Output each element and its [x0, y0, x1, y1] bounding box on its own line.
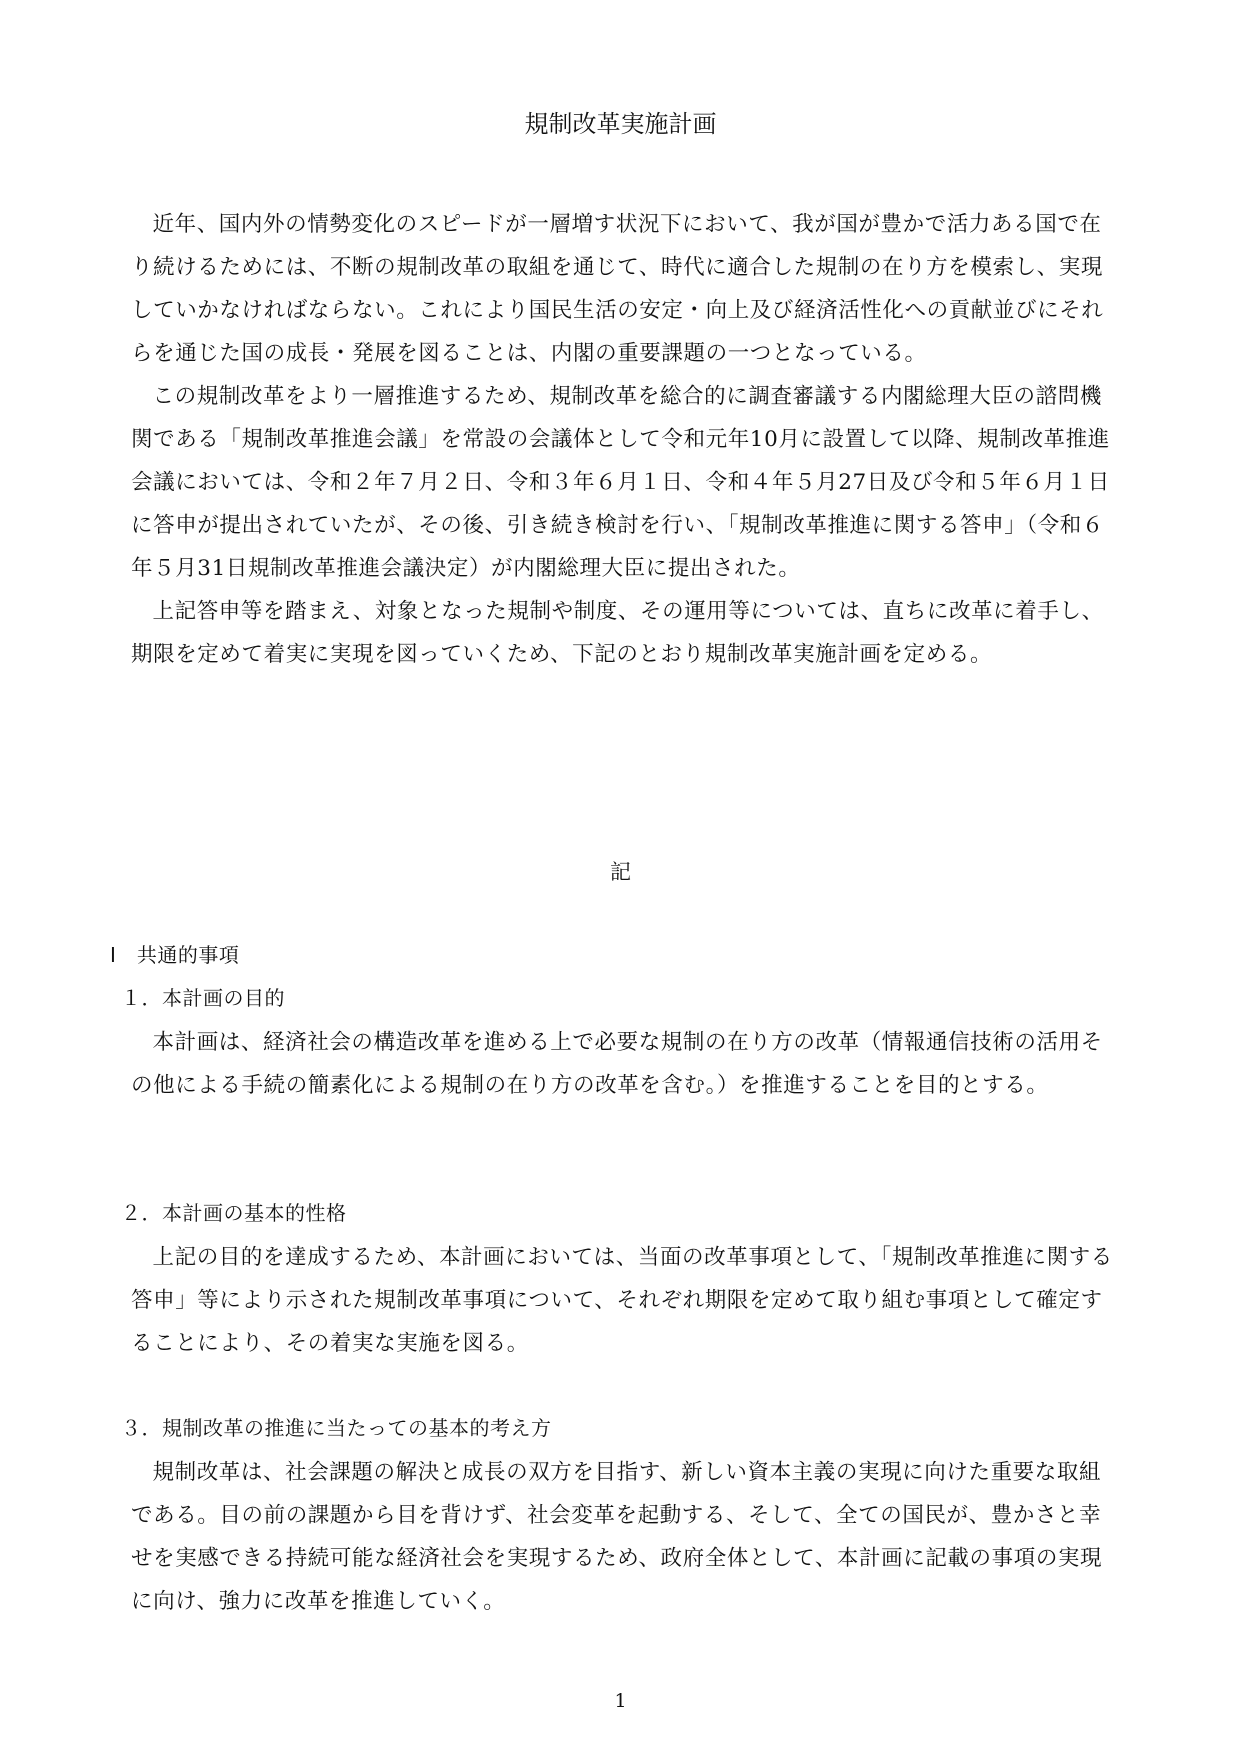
ki-marker: 記: [610, 860, 631, 884]
section-paragraph: 本計画は、経済社会の構造改革を進める上で必要な規制の在り方の改革（情報通信技術の活用その他による手続の簡素化による規制の在り方の改革を含む。）を推進することを目的とする。: [131, 1030, 1103, 1098]
part-heading: Ⅰ 共通的事項: [110, 943, 240, 967]
document-title: 規制改革実施計画: [524, 110, 717, 138]
intro-text: [131, 203, 1121, 676]
intro-paragraph: 上記答申等を踏まえ、対象となった規制や制度、その運用等については、直ちに改革に着手し、期限を定めて着実に実現を図っていくため、下記のとおり規制改革実施計画を定める。: [131, 599, 1104, 667]
intro-paragraph: 近年、国内外の情勢変化のスピードが一層増す状況下において、我が国が豊かで活力ある国で在り続けるためには、不断の規制改革の取組を通じて、時代に適合した規制の在り方を模索し、実現していかなければならない。これにより国民生活の安定・向上及び経済活性化への貢献並びにそれらを通じた国の成長・発展を図ることは、内閣の重要課題の一つとなっている。: [131, 212, 1104, 366]
section-body: [131, 1451, 1121, 1623]
section-paragraph: 規制改革は、社会課題の解決と成長の双方を目指す、新しい資本主義の実現に向けた重要な取組である。目の前の課題から目を背けず、社会変革を起動する、そして、全ての国民が、豊かさと幸せを実感できる持続可能な経済社会を実現するため、政府全体として、本計画に記載の事項の実現に向け、強力に改革を推進していく。: [131, 1460, 1103, 1614]
section-body: [131, 1021, 1121, 1107]
section-heading: ３．規制改革の推進に当たっての基本的考え方: [121, 1416, 552, 1440]
section-paragraph: 上記の目的を達成するため、本計画においては、当面の改革事項として、「規制改革推進に関する答申」等により示された規制改革事項について、それぞれ期限を定めて取り組む事項として確定することにより、その着実な実施を図る。: [131, 1245, 1113, 1356]
section-heading: ２．本計画の基本的性格: [121, 1201, 347, 1225]
intro-paragraph: この規制改革をより一層推進するため、規制改革を総合的に調査審議する内閣総理大臣の諮問機関である「規制改革推進会議」を常設の会議体として令和元年10月に設置して以降、規制改革推進会議においては、令和２年７月２日、令和３年６月１日、令和４年５月27日及び令和５年６月１日に答申が提出されていたが、その後、引き続き検討を行い、「規制改革推進に関する答申」（令和６年５月31日規制改革推進会議決定）が内閣総理大臣に提出された。: [131, 384, 1110, 581]
page-number: 1: [614, 1690, 627, 1712]
section-body: [131, 1236, 1121, 1365]
section-heading: １．本計画の目的: [121, 986, 285, 1010]
